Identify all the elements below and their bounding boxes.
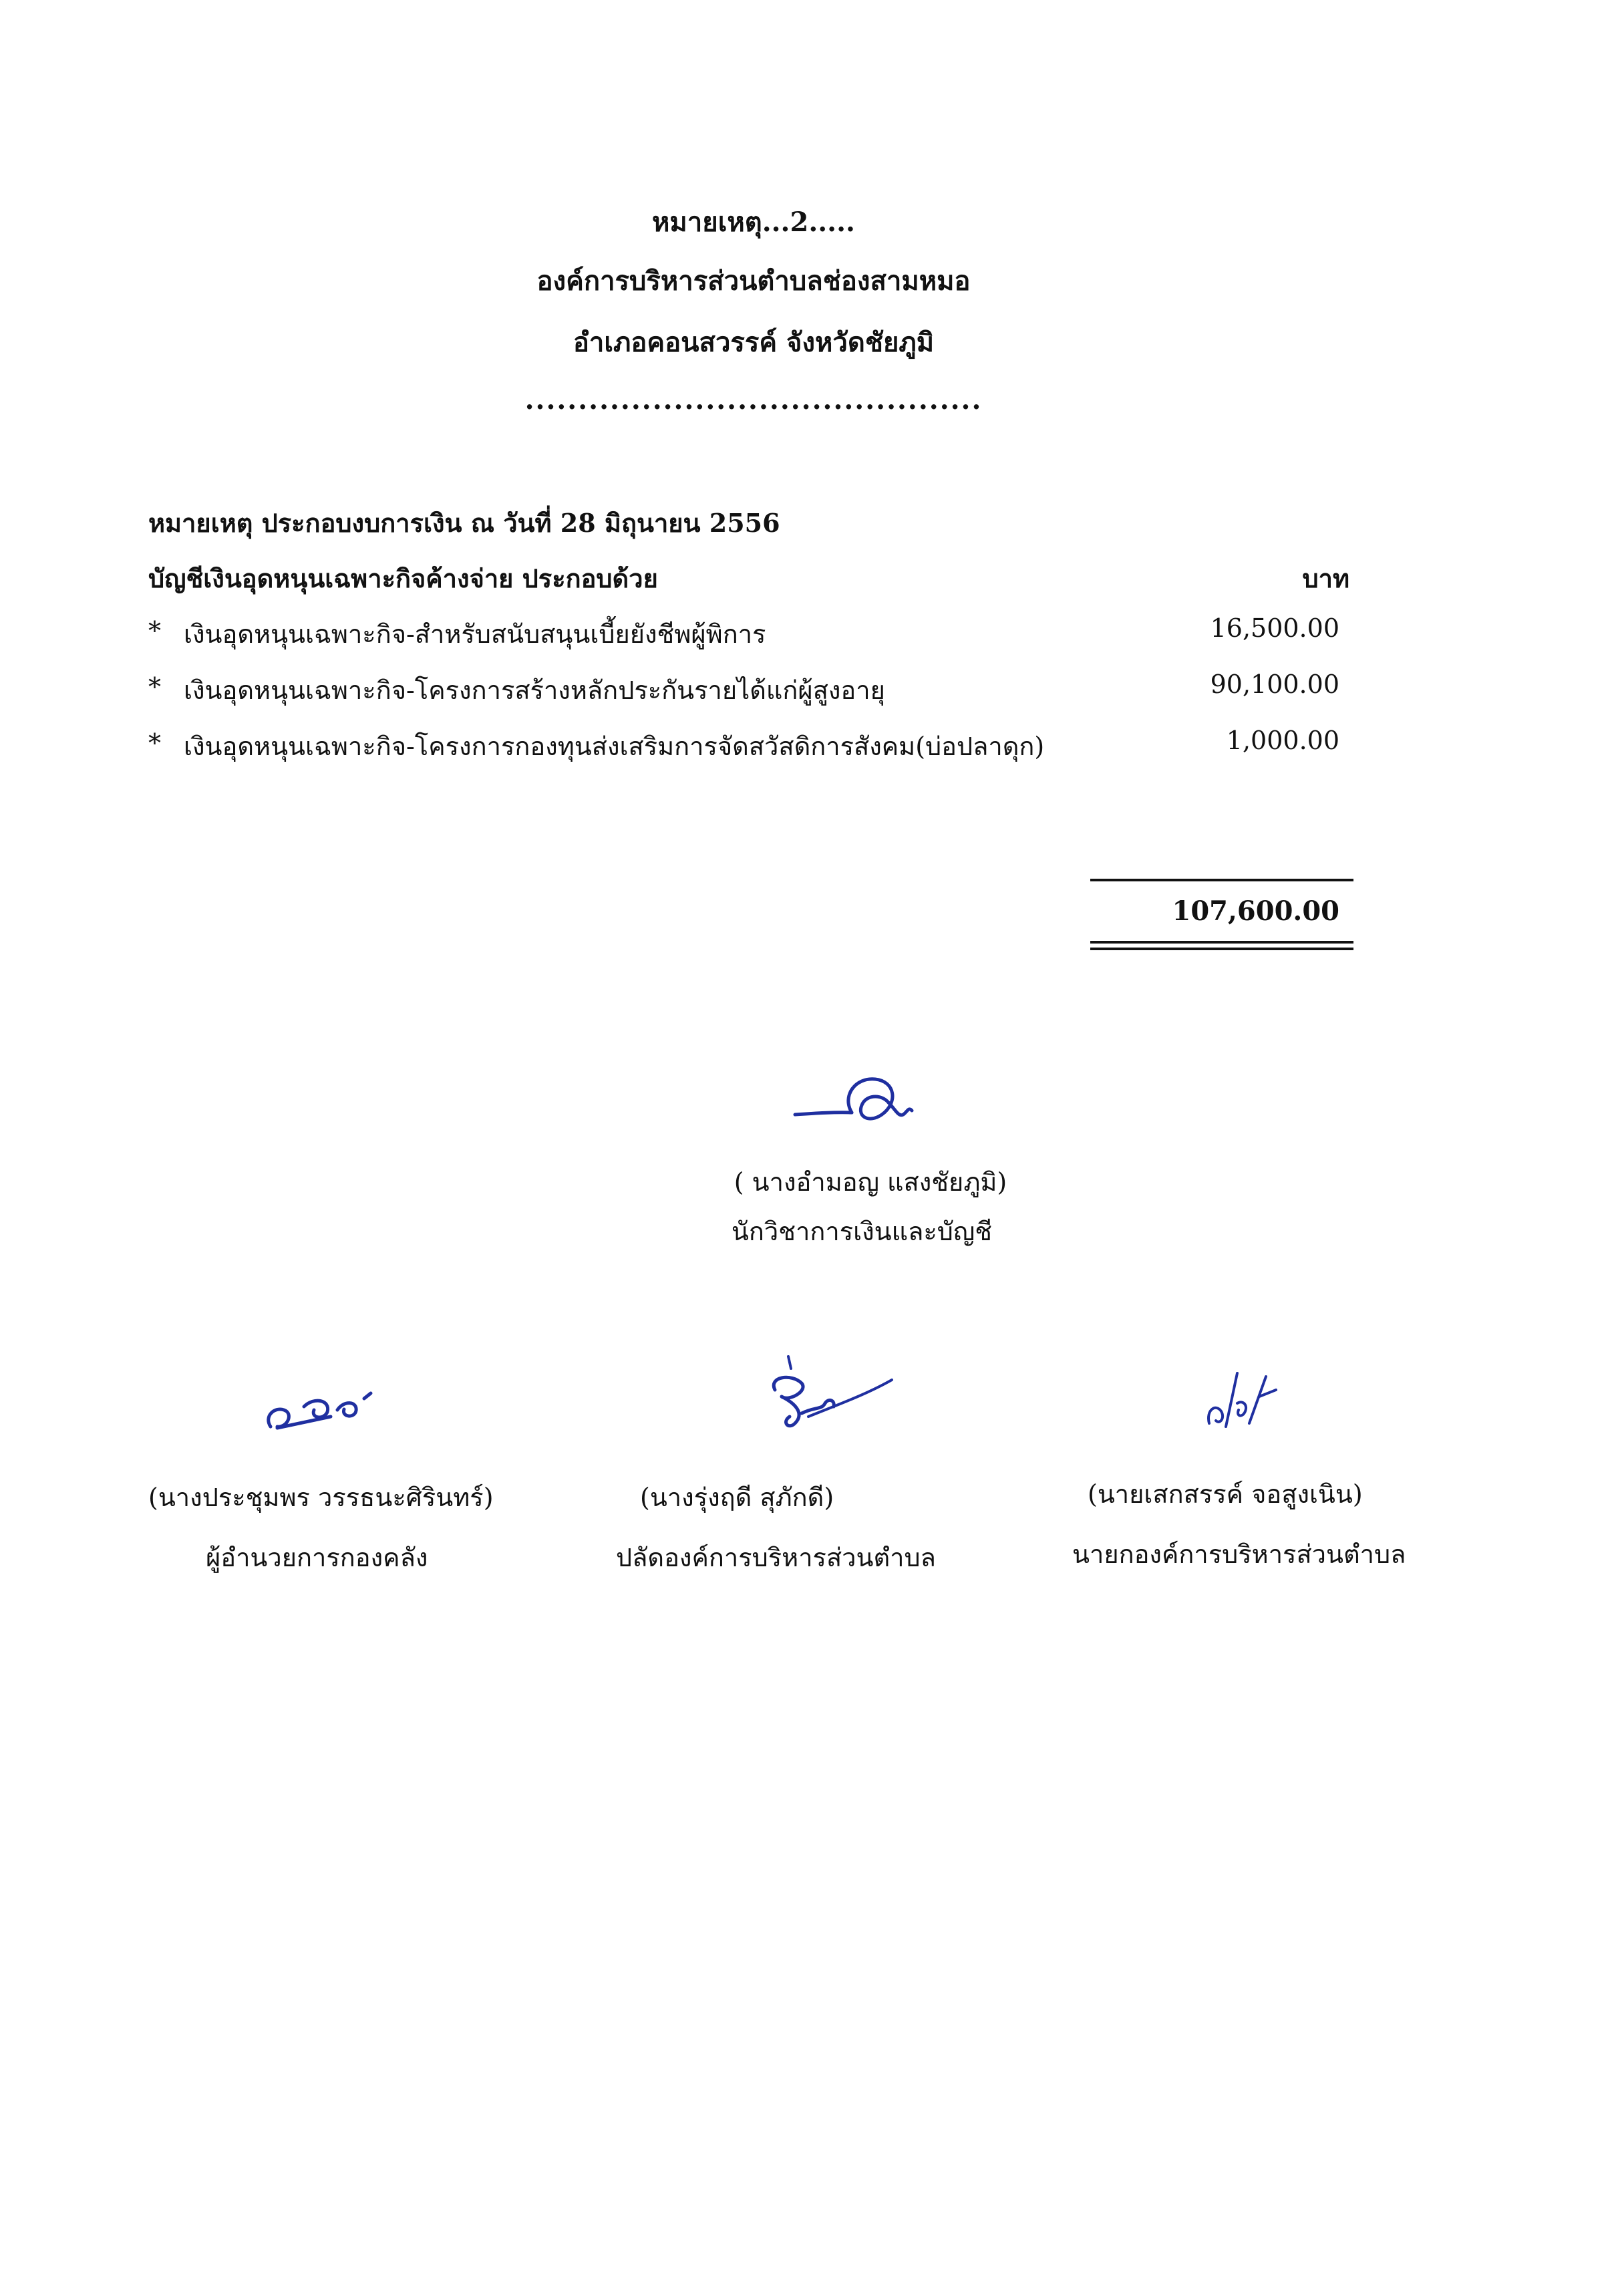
bullet: * bbox=[148, 672, 161, 702]
item-label: เงินอุดหนุนเฉพาะกิจ-สำหรับสนับสนุนเบี้ยยังชีพผู้พิการ bbox=[184, 619, 766, 649]
finance-director-signature bbox=[257, 1380, 404, 1447]
item-label: เงินอุดหนุนเฉพาะกิจ-โครงการกองทุนส่งเสริมการจัดสวัสดิการสังคม(บ่อปลาดุก) bbox=[184, 732, 1045, 761]
item-amount: 90,100.00 bbox=[1210, 670, 1339, 699]
account-title: บัญชีเงินอุดหนุนเฉพาะกิจค้างจ่าย ประกอบด้วย bbox=[148, 563, 658, 593]
total-top-rule bbox=[1090, 879, 1353, 881]
total-double-rule-lower bbox=[1090, 948, 1353, 950]
finance-director-name: (นางประชุมพร วรรธนะศิรินทร์) bbox=[148, 1483, 494, 1512]
note-title: หมายเหตุ ประกอบงบการเงิน ณ วันที่ 28 มิถุนายน 2556 bbox=[148, 508, 780, 538]
accountant-position: นักวิชาการเงินและบัญชี bbox=[731, 1217, 993, 1246]
district-province: อำเภอคอนสวรรค์ จังหวัดชัยภูมิ bbox=[573, 327, 935, 358]
item-amount: 16,500.00 bbox=[1210, 613, 1339, 643]
chief-executive-position: นายกองค์การบริหารส่วนตำบล bbox=[1072, 1540, 1406, 1569]
organization-name: องค์การบริหารส่วนตำบลช่องสามหมอ bbox=[536, 265, 971, 297]
bullet: * bbox=[148, 728, 161, 758]
accountant-name: ( นางอำมอญ แสงชัยภูมิ) bbox=[734, 1167, 1007, 1197]
bullet: * bbox=[148, 616, 161, 645]
total-amount: 107,600.00 bbox=[1172, 895, 1339, 927]
deputy-chief-position: ปลัดองค์การบริหารส่วนตำบล bbox=[616, 1543, 936, 1572]
chief-executive-name: (นายเสกสรรค์ จอสูงเนิน) bbox=[1088, 1479, 1363, 1509]
currency-label: บาท bbox=[1302, 563, 1349, 593]
note-number: หมายเหตุ...2..... bbox=[652, 206, 855, 238]
accountant-signature bbox=[788, 1062, 935, 1136]
total-double-rule-upper bbox=[1090, 941, 1353, 944]
deputy-chief-name: (นางรุ่งฤดี สุภักดี) bbox=[640, 1483, 834, 1512]
item-label: เงินอุดหนุนเฉพาะกิจ-โครงการสร้างหลักประกันรายได้แก่ผู้สูงอายุ bbox=[184, 676, 885, 705]
chief-executive-signature bbox=[1196, 1363, 1289, 1443]
header-separator: ........................................... bbox=[524, 384, 983, 416]
finance-director-position: ผู้อำนวยการกองคลัง bbox=[206, 1543, 428, 1572]
item-amount: 1,000.00 bbox=[1226, 726, 1339, 755]
deputy-chief-signature bbox=[742, 1350, 902, 1443]
